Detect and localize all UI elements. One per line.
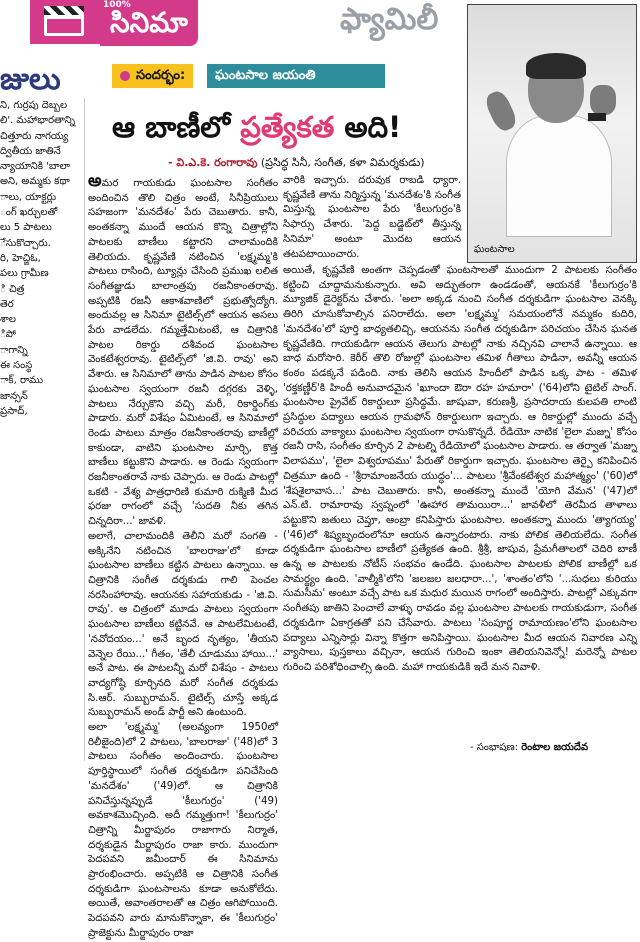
- credit-name: రెంటాల జయదేవ: [521, 742, 589, 753]
- family-title: ఫ్యామిలీ: [340, 2, 439, 37]
- film-slate-icon: [30, 0, 100, 44]
- previous-article-column: [0, 98, 85, 761]
- author-role: (ప్రసిద్ధ సినీ, సంగీత, కళా విమర్శకుడు): [260, 156, 425, 169]
- bullet-icon: [120, 71, 130, 81]
- previous-article-line: ఈ సంస్థ: [0, 360, 33, 372]
- previous-article-line: ద్వితీయ జాతినే: [0, 145, 61, 157]
- article-headline: [112, 110, 401, 152]
- previous-article-line: ి చిత్ర: [0, 283, 25, 295]
- previous-article-line: ిపో: [0, 329, 16, 341]
- previous-article-line: లి'. మహాభారతాన్ని: [0, 115, 76, 127]
- article-column-1: [88, 171, 278, 939]
- previous-article-line: ని, గుర్రపు దెబ్బల: [0, 100, 68, 111]
- previous-article-line: ాక్, రాము: [0, 375, 44, 387]
- occasion-label: సందర్భం:: [112, 64, 193, 88]
- previous-article-line: లు 5 పాటలు: [0, 222, 52, 234]
- article-column-3: [283, 264, 637, 734]
- previous-article-line: న్యాయానికి 'బాలా: [0, 161, 71, 173]
- headline-part3: అది!: [344, 110, 402, 144]
- article-paragraph: అలా 'లక్ష్మమ్మ' (అలవ్యంగా 1950లో రిలీజైంది)లో 2 పాటలు, 'బాలరాజు' ('48)లో 3 పాటలు సంగీతం అందించారు. ఘంటసాల పూర్తిస్థాయిలో సంగీత దర్శకుడిగా పనిచేసింది 'మనదేశం' ('49)లో. ఆ చిత్రానికి పనిచేస్తున్నప్పుడే 'కీలుగుర్రం' ('49) అవకాశమొచ్చింది. అదీ గమ్మత్తుగా! 'కీలుగుర్రం' చిత్రాన్ని మీర్జాపురం రాజాగారు నిర్మాత, దర్శకుడైన మీర్జాపురం రాజా కారు. ముందుగా పెదపవని జమీందార్ ఈ సినిమాను ప్రారంభించారు. అప్పటికి ఆ చిత్రానికి సంగీత దర్శకుడిగా ఘంటసాలను కూడా అనుకోలేదు. అయితే, అవాంతరాలతో ఆ చిత్రం ఆగిపోయింది. పెదపవని వారు మానుకొన్నాకా, ఈ 'కీలుగుర్రం' ప్రాజెక్టును మీర్జాపురం రాజా: [88, 722, 278, 939]
- section-title: సినిమా: [100, 0, 198, 46]
- previous-article-line: రి, హెచ్జిఓ,: [0, 252, 41, 264]
- author-name: - వి.ఎ.కె. రంగారావు: [168, 156, 258, 169]
- drop-cap: అ: [88, 171, 102, 191]
- previous-article-line: ంగ్ ఖర్చులతో: [0, 207, 58, 219]
- article-paragraph: వారికి ఇచ్చారు. దరువుక రాబడి ధ్యారా. కృష్ణవేణి తాను నిర్మిస్తున్న 'మనదేశం'కి సంగీత మిస్తున్న ఘంటసాల పేరు 'కీలుగుర్రం'కి సిఫార్సు చేశారు. 'పెద్ద బడ్జెట్‌లో తీస్తున్న సినిమా' అంటూ మొదట ఆయన తటపటాయించారు.: [283, 175, 461, 260]
- photo-caption: ఘంటసాల: [474, 244, 515, 255]
- section-tag: 100%: [103, 0, 131, 10]
- previous-article-line: పలు గ్రామీణ: [0, 268, 49, 280]
- previous-article-line: తెర: [0, 298, 14, 310]
- byline: [168, 156, 425, 172]
- previous-article-line: ేసుకొచ్చారు.: [0, 237, 51, 249]
- credit-line: [470, 741, 588, 755]
- article-column-2: [283, 174, 461, 264]
- article-paragraph: అలాగే, చాలామందికి తెలీని మరో సంగతి - అక్కినేని నటించిన 'బాలరాజు'లో కూడా ఘంటసాల బాణీలు కట్టిన పాటలు ఉన్నాయి. ఆ చిత్రానికి సంగీత దర్శకుడు గాలి పెంచల నరసింహారావు. ఆయనకు సహాయకుడు - 'జి.వి. రావు'. ఆ చిత్రంలో మూడు పాటలు స్వయంగా ఘంటసాల బాణీలు కట్టినవే. ఆ పాటలేమిటంటే, 'నవోదయం...' అనే బృంద నృత్యం, 'తీయని వెన్నెల రేయి...' గీతం, 'తేలీ చూడుము హాయి...' అనే పాట. ఈ పాటలన్నీ మరో విశేషం - పాటలు వాద్యగోష్ఠి కూర్చినది మరో సంగీత దర్శకుడు సి.ఆర్. సుబ్బురామన్. టైటిల్స్ చూస్తే అక్కడ సుబ్బురామన్ అండ్ పార్టీ అని ఉంటుంది.: [88, 530, 278, 719]
- previous-article-line: జాన్సన్: [0, 390, 28, 402]
- article-paragraph: అమర గాయకుడు ఘంటసాల సంగీతం అందించిన తొలి చిత్రం అంటే, సినీప్రియులు సహజంగా 'మనదేశం' పేరు చెబుతారు. కానీ, అంతకన్నా ముందే ఆయన కొన్ని చిత్రాల్లోని పాటలకు బాణీలు కట్టారని చాలామందికి తెలియదు. కృష్ణవేణి నటించిన 'లక్ష్మమ్మ'కి పాటలు రాసింది, ట్యూన్లు చేసింది ప్రముఖ లలిత సంగీతజ్ఞుడు బాలాంత్రపు రజనీకాంతరావు. అప్పటికి రజనీ ఆకాశవాణిలో ప్రభుత్వోద్యోగి. అందువల్ల ఆ సినిమా టైటిల్స్‌లో ఆయన అసలు పేరు వాడలేదు. గమ్మత్తేమిటంటే, ఆ చిత్రానికి పాటల రికార్డు దశీవంద ఘంటసాల వెంకటేశ్వరరావు. టైటిల్స్‌లో 'జి.వి. రావు' అని వేశారు. ఆ సినిమాలో తాను పాడిన పాటల కోసం ఘంటసాల స్వయంగా రజనీ దగ్గరకు వెళ్ళి, పాటలు నేర్చుకొని వచ్చి మరీ, రికార్డింగ్‌కు పాడారు. మరో విశేషం ఏమిటంటే, ఆ సినిమాలో రెండు పాటలు మాత్రం రజనీకాంతరావు బాణీల్లో కాకుండా, వాటిని ఘంటసాల మార్చి, కొత్త బాణీలు కట్టుకొని పాడారు. ఆ రెండు స్వయంగా రజనీకాంతరావే నాకు చెప్పారు. ఆ రెండు పాటల్లో ఒకటి - వేశ్య పాత్రధారిణి కుమారి రుక్మిణి మీద ఫరజు రాగంలో వచ్చే 'సుదతి నీకు తగిన చిన్నదిరా...' జావళి.: [88, 171, 278, 528]
- previous-article-headline: జులు: [0, 62, 61, 97]
- previous-article-line: ప్రసాద్,: [0, 405, 28, 417]
- previous-article-line: అని, అమ్మకు కథా: [0, 176, 70, 188]
- previous-article-line: శాల: [0, 314, 16, 326]
- article-paragraph: అయితే, కృష్ణవేణి అంతగా చెప్పడంతో ఘంటసాలతో ముందుగా 2 పాటలకు సంగీతం కట్టించి చూద్దామనుకున్నారు. అవి అద్భుతంగా ఉండడంతో, ఆయనకే 'కీలుగుర్రం'కి మ్యూజిక్ డైరెక్టర్‌ను చేశారు. 'అలా అక్కడ నుంచి సంగీత దర్శకుడిగా ఘంటసాల వెనక్కి తిరిగి చూసుకోవాల్సిన పనిరాలేదు. అలా 'లక్ష్మమ్మ' సమయంలోనే నమ్మకం కుదిరి, 'మనదేశం'లో పూర్తి బాధ్యతలిచ్చి, ఆయనను సంగీత దర్శకుడిగా పరిచయం చేసిన ఘనత కృష్ణవేణిది. గాయకుడిగా ఆయన తెలుగు పాటల్లో నాకు నచ్చినవి చాలానే ఉన్నాయి. ఆ బాధ మరోసారి. కెరీర్ తొలి రోజుల్లో ఘంటసాల తమిళ గీతాలు పాడినా, అవన్నీ ఆయన కంఠం పడక్కనే పడింది. నాకు తెలిసి ఆయన హిందీలో పాడిన ఒక్క పాట - తమిళ 'రక్తకణ్ణీర్'కి హిందీ అనువాదమైన 'ఖూందా ఔరా రహ హమారా' ('64)లోని టైటిల్ సాంగ్. ఘంటసాల ప్రైవేట్ రికార్డులూ ప్రసిద్ధమే. జాషువా, కరుణశ్రీ, ప్రసాదరాయ కులపతి లాంటి ప్రసిద్ధుల పద్యాలు ఆయన గ్రామఫోన్ రికార్డులుగా ఇచ్చారు. ఆ రికార్డుల్లో ముందు వచ్చే పరిచయ వాక్యాలు ఘంటసాల స్వయంగా రాసుకొన్నదే. రేడియో నాటిక 'లైలా మజ్ను' కోసం రజనీ రాసి, సంగీతం కూర్చిన 2 పాటల్ని రేడియోలో ఘంటసాల పాడారు. ఆ తర్వాత 'మజ్ను విలాపము', 'లైలా విశ్వరూపము' పేరుతో రికార్డుగా ఇచ్చారు. ఘంటసాల తెర్పై కనిపించిన చిత్రమూ ఉంది - 'శ్రీరామాంజనేయ యుద్ధం'... పాటలు 'శ్రీవేంకటేశ్వర మహాత్మ్యం' ('60)లో 'శేషశైలావాస...' పాట చెబుతారు. కానీ, అంతకన్నా ముందే 'యోగి వేమన' ('47)లో ఎన్.టి. రామారావు స్వప్నంలో 'ఊహార తామయిరా...' జావళీలో తెరమీద తాళాలు పట్టుకొని జతులు చెప్తూ, ఆంబ్రా కనిపిస్తారు ఘంటసాల. అంతకన్నా ముందు 'త్యాగయ్య' ('46)లో శిష్యబృందంలోనూ ఆయన ఉన్నారంటారు. నాకు పోలిక తెలియలేదు. సంగీత దర్శకుడిగా ఘంటసాల బాణీలో ప్రత్యేకత ఉంది. శ్రీశ్రీ, జాషువ, ప్రేమగీతాలలో చెదిరి బాణీ ఉన్న అ పాటలకు నోటీస్ సంభవం ఉండేది. ఘంటసాల పాటలకు పోలిక బాణీల్లో ఒక సామర్థ్యం ఉంది. 'వాల్మీకి'లోని 'జలజల జలధారా...', 'శాంతం'లోని '...సుధలు కురియు సుమసీమ' అంటూ వచ్చే పాట ఒక మధుర మయిన రాగంలో అందిస్తారు. పాటల్లో ఎక్కువగా సంగీతపు జాతిని పెంచాలే వాళ్ళు రావడం వల్ల ఘంటసాల పాటలకు గాయకుడుగా, సంగీత దర్శకుడిగా ఏకాగ్రతతో పని చేసేవారు. పాటలు 'సంపూర్ణ రామాయణం'లోని ఘంటసాల పద్యాలు ఎన్నిసార్లు విన్నా కొత్తగా అనిపిస్తాయి. ఘంటసాల మీద ఆయన నివారణ ఎన్ని వ్యాసాలు, పుస్తకాలు వచ్చినా, ఆయన గురించి ఇంకా తెలియనివెన్నో! మరెన్నో పాటల గురించి పరిశోధించాల్సి ఉంది. మహా గాయకుడికి ఇదే మన నివాళి.: [283, 265, 637, 673]
- credit-label: - సంభాషణ:: [470, 742, 519, 753]
- occasion-text: ఘంటసాల జయంతి: [207, 64, 385, 88]
- headline-part1: ఆ బాణీలో: [112, 110, 231, 144]
- previous-article-line: ాగాన్ని: [0, 344, 28, 356]
- previous-article-line: ాలు, యాక్టర్లు: [0, 191, 57, 203]
- previous-article-line: చిత్తూరు నాగయ్య: [0, 130, 69, 142]
- portrait-photo: [467, 4, 637, 263]
- headline-highlight: ప్రత్యేకత: [240, 110, 335, 144]
